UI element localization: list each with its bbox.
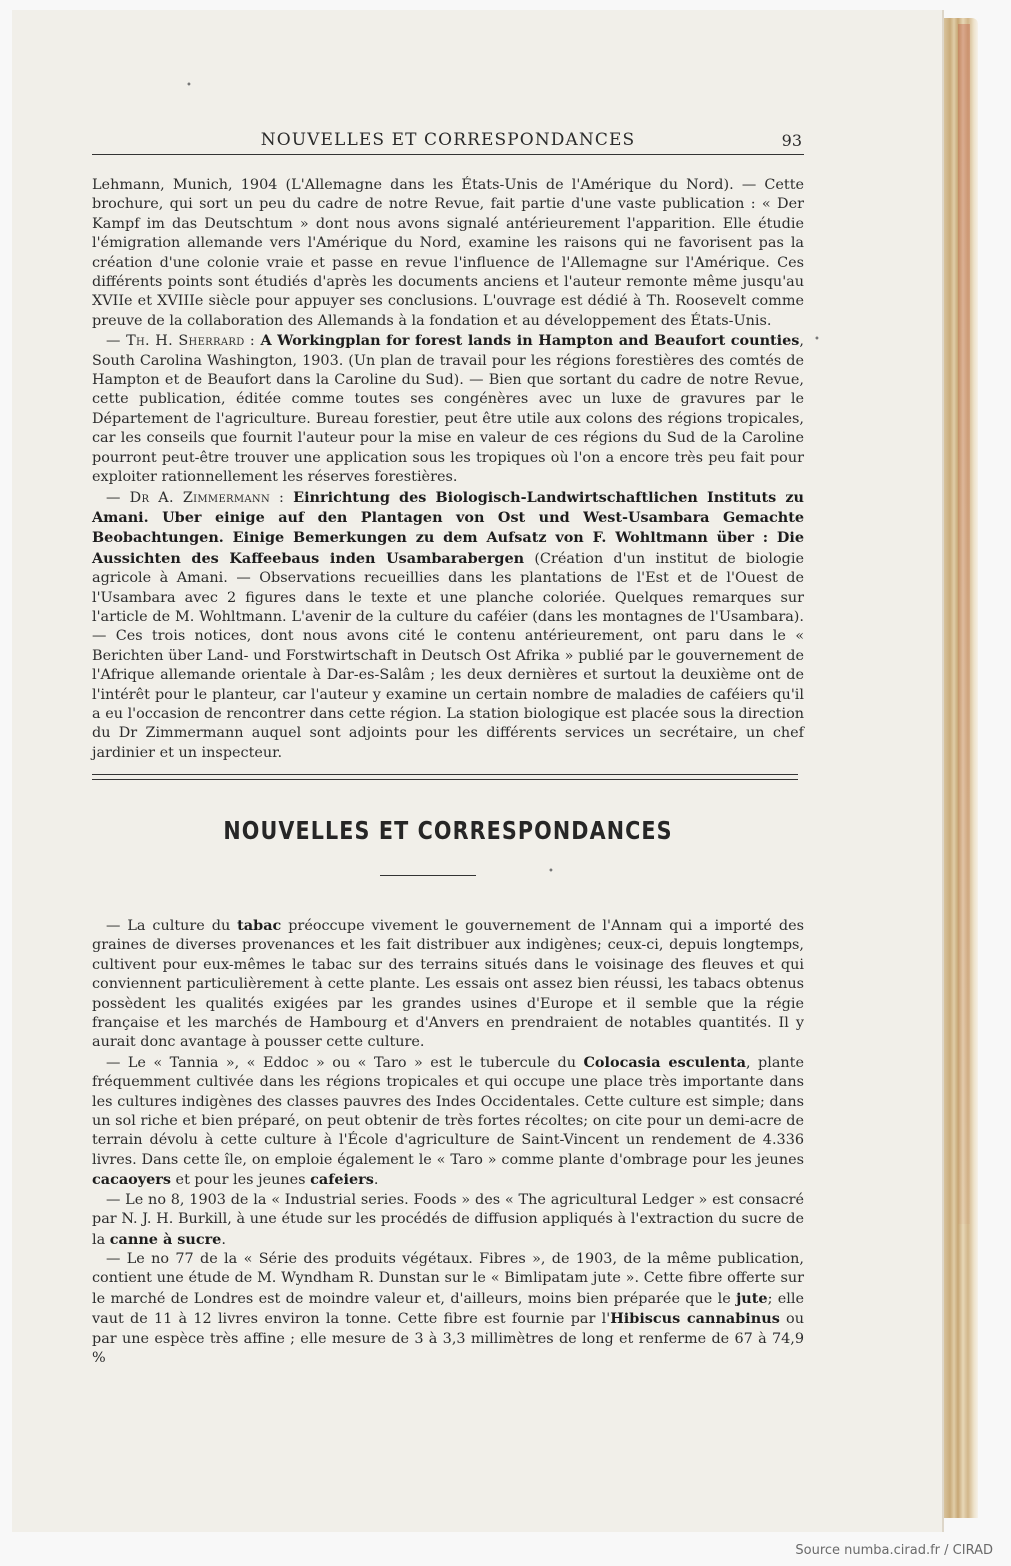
bold-term: Colocasia esculenta <box>583 1053 746 1071</box>
review-work-title: Einrichtung des Biologisch-Landwirtschaftlichen Instituts zu Amani. Uber einige auf den Plantagen von Ost und West-Usambara Gemachte Beobachtungen. Einige Bemerkungen zu dem Aufsatz von F. Wohltmann über : Die Aussichten des Kaffeebaus inden Usambarabergen <box>92 488 804 567</box>
text-run: , plante fréquemment cultivée dans les régions tropicales et qui occupe une place très importante dans les cultures indigènes des classes pauvres des Indes Occidentales. Cette culture est simple; dans un sol riche et bien préparé, on peut obtenir de très fortes récoltes; on cite pour un demi-acre de terrain dévolu à cette culture à l'École d'agriculture de Saint-Vincent un rendement de 4.336 livres. Dans cette île, on emploie également le « Taro » comme plante d'ombrage pour les jeunes <box>92 1054 804 1168</box>
review-author: — Th. H. Sherrard : <box>106 333 261 350</box>
bold-term: cafeiers <box>310 1171 374 1189</box>
text-run: . <box>373 1172 379 1189</box>
bold-term: tabac <box>237 917 282 934</box>
news-item-tabac <box>92 916 804 1053</box>
double-rule-top <box>92 774 798 775</box>
review-lehmann: Lehmann, Munich, 1904 (L'Allemagne dans les États-Unis de l'Amérique du Nord). — Cette brochure, qui sort un peu du cadre de notre Revue, fait partie d'une vaste publication : « Der Kampf im das Deutschtum » dont nous avons signalé antérieurement l'apparition. Elle étudie l'émigration allemande vers l'Amérique du Nord, examine les raisons qui ne favorisent pas la création d'une colonie vraie et passe en revue l'influence de l'Allemagne sur l'Amérique. Ces différents points sont étudiés d'après les documents anciens et l'auteur remonte même jusqu'au XVIIe et XVIIIe siècle pour appuyer ses conclusions. L'ouvrage est dédié à Th. Roosevelt comme preuve de la collaboration des Allemands à la fondation et au développement des États-Unis. <box>92 177 804 329</box>
page-edge-stain <box>958 24 970 1224</box>
speck: • <box>548 866 554 877</box>
news-item-ledger <box>92 1191 804 1250</box>
news-item-tannia <box>92 1053 804 1191</box>
text-run: — La culture du <box>106 918 238 934</box>
book-reviews <box>92 176 804 763</box>
text-run: ; elle vaut de 11 à 12 livres environ la tonne. Cette fibre est fournie par l' <box>92 1290 804 1328</box>
double-rule-bottom <box>92 779 798 780</box>
text-run: — Le « Tannia », « Eddoc » ou « Taro » est le tubercule du <box>106 1054 584 1071</box>
text-run: . <box>221 1231 226 1248</box>
source-credit: Source numba.cirad.fr / CIRAD <box>795 1543 993 1558</box>
bold-term: cacaoyers <box>92 1171 171 1189</box>
speck: • <box>814 334 820 345</box>
bold-term: jute <box>736 1289 768 1307</box>
text-run: — Le no 8, 1903 de la « Industrial series. Foods » des « The agricultural Ledger » est consacré par N. J. H. Burkill, à une étude sur les procédés de diffusion appliqués à l'extraction du sucre de la <box>92 1191 804 1248</box>
review-work-title: A Workingplan for forest lands in Hampton and Beaufort counties <box>260 332 800 350</box>
news-items <box>92 916 804 1368</box>
page-number: 93 <box>781 131 802 150</box>
section-divider <box>380 875 476 876</box>
review-text: (Création d'un institut de biologie agricole à Amani. — Observations recueillies dans les plantations de l'Est et de l'Ouest de l'Usambara avec 2 figures dans le texte et une planche coloriée. Quelques remarques sur l'article de M. Wohltmann. L'avenir de la culture du caféier (dans les montagnes de l'Usambara). — Ces trois notices, dont nous avons cité le contenu antérieurement, ont paru dans le « Berichten über Land- und Forstwirtschaft in Deutsch Ost Afrika » publié par le gouvernement de l'Afrique allemande orientale à Dar-es-Salâm ; les deux dernières et surtout la deuxième ont de l'intérêt pour le planteur, car l'auteur y examine un certain nombre de maladies de caféiers qu'il a eu l'occasion de rencontrer dans cette région. La station biologique est placée sous la direction du Dr Zimmermann auquel sont adjoints pour les différents services un secrétaire, un chef jardinier et un inspecteur. <box>92 550 804 761</box>
running-header <box>92 128 804 155</box>
text-run: — Le no 77 de la « Série des produits végétaux. Fibres », de 1903, de la même publication, contient une étude de M. Wyndham R. Dunstan sur le « Bimlipatam jute ». Cette fibre offerte sur le marché de Londres est de moindre valeur et, d'ailleurs, moins bien préparée que le <box>92 1250 804 1307</box>
news-item-fibres <box>92 1250 804 1368</box>
review-sherrard <box>92 331 804 487</box>
review-zimmermann <box>92 488 804 764</box>
speck: • <box>186 80 192 91</box>
text-run: ou par une espèce très affine ; elle mesure de 3 à 3,3 millimètres de long et renferme de 67 à 74,9 % <box>92 1311 804 1366</box>
text-run: et pour les jeunes <box>170 1172 311 1189</box>
bold-term: Hibiscus cannabinus <box>610 1310 780 1328</box>
bold-term: canne à sucre <box>109 1230 222 1248</box>
text-run: préoccupe vivement le gouvernement de l'Annam qui a importé des graines de diverses provenances et les fait distribuer aux indigènes; ceux-ci, depuis longtemps, cultivent pour eux-mêmes le tabac sur des terrains situés dans le voisinage des fleuves et qui conviennent particulièrement à cette plante. Les essais ont assez bien réussi, les tabacs obtenus possèdent les qualités exigées par les grandes usines d'Europe et il semble que la régie française et les marchés de Hambourg et d'Anvers en prendraient de notables quantités. Il y aurait donc avantage à pousser cette culture. <box>92 918 804 1051</box>
review-text: , South Carolina Washington, 1903. (Un plan de travail pour les régions forestières des comtés de Hampton et de Beaufort dans la Caroline du Sud). — Bien que sortant du cadre de notre Revue, cette publication, éditée comme toutes ses congénères avec un luxe de gravures par le Département de l'agriculture. Bureau forestier, peut être utile aux colons des régions tropicales, car les conseils que fournit l'auteur pour la mise en valeur de ces régions du Sud de la Caroline pourront peut-être trouver une application sous les tropiques où l'on a encore très peu fait pour exploiter rationnellement les réserves forestières. <box>92 333 804 486</box>
review-author: — Dr A. Zimmermann : <box>106 489 294 506</box>
running-header-title: NOUVELLES ET CORRESPONDANCES <box>260 130 636 150</box>
section-title: NOUVELLES ET CORRESPONDANCES <box>223 816 673 845</box>
